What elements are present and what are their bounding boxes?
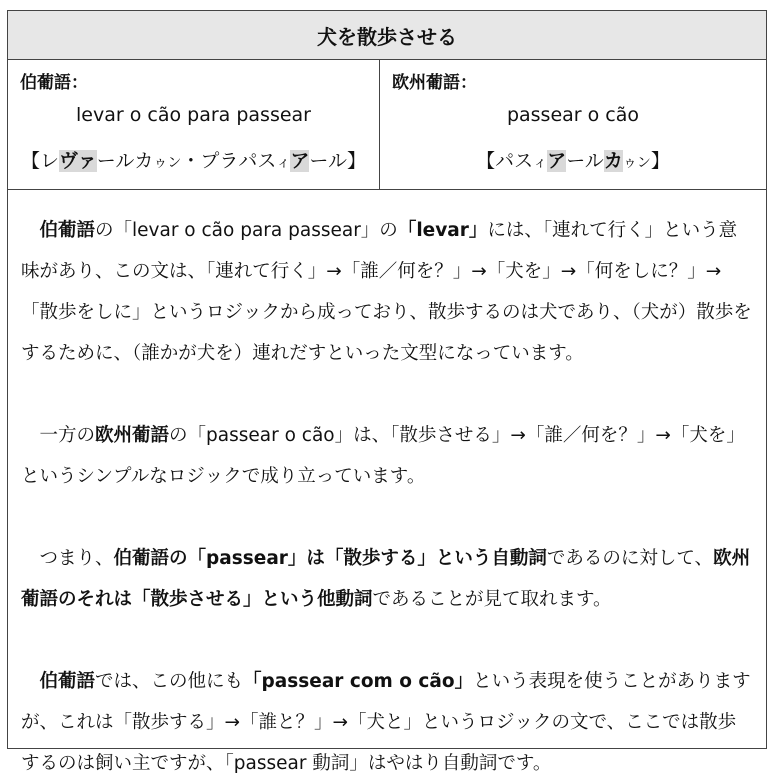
paragraph <box>21 210 752 374</box>
kana-text: 【レ <box>20 150 59 172</box>
european-phrase: passear o cão <box>506 104 640 126</box>
text: であることが見て取れます。 <box>372 589 612 610</box>
european-label: 欧州葡語： <box>392 73 477 93</box>
small-kana: ゥン <box>153 155 182 171</box>
text: の「passear o cão」は、「散歩させる」→「誰／何を？」→「犬を」というシンプルなロジックで成り立っています。 <box>21 425 745 487</box>
kana-text: ール】 <box>309 150 367 172</box>
bold-text: 欧州葡語 <box>95 425 170 446</box>
bold-text: 「levar」 <box>397 220 488 241</box>
brazilian-phrase: levar o cão para passear <box>76 104 311 126</box>
bold-text: 伯葡語 <box>39 671 96 692</box>
european-pronunciation <box>380 146 766 173</box>
kana-text: 】 <box>650 150 670 172</box>
brazilian-pronunciation <box>8 146 379 173</box>
text: 一方の <box>39 425 96 446</box>
stressed-syllable: カ <box>603 150 623 172</box>
table-title: 犬を散歩させる <box>8 11 766 60</box>
kana-text: ールカ <box>96 150 154 172</box>
kana-text: ール <box>566 150 604 172</box>
small-kana: ィ <box>276 155 291 171</box>
text: には、「連れて行く」という意味があり、この文は、「連れて行く」→「誰／何を？」→「犬を」→「何をしに？」→「散歩をしに」というロジックから成っており、散歩するのは犬であり、（犬が）散歩をするために、（誰かが犬を）連れだすといった文型になっています。 <box>21 220 752 364</box>
stressed-syllable: ヴァ <box>58 150 97 172</box>
stressed-syllable: ア <box>290 150 310 172</box>
brazilian-cell <box>8 60 380 189</box>
text: の「levar o cão para passear」の <box>95 220 398 241</box>
text: では、この他にも <box>95 671 244 692</box>
bold-text: 伯葡語 <box>39 220 96 241</box>
bold-text: 伯葡語の「passear」は「散歩する」という自動詞 <box>113 548 547 569</box>
paragraph <box>21 415 752 497</box>
text: であるのに対して、 <box>546 548 714 569</box>
paragraph <box>21 661 752 784</box>
small-kana: ゥン <box>622 155 651 171</box>
comparison-row <box>8 60 766 190</box>
explanation-body <box>8 190 766 784</box>
bold-text: 欧州葡語のそれは「散歩させる」という他動詞 <box>21 548 751 610</box>
paragraph <box>21 538 752 620</box>
bold-text: 「passear com o cão」 <box>243 671 474 692</box>
kana-text: ・プラパス <box>181 150 277 172</box>
text: という表現を使うことがありますが、これは「散歩する」→「誰と？」→「犬と」というロジックの文で、ここでは散歩するのは飼い主ですが、「passear 動詞」はやはり自動詞です。 <box>21 671 751 774</box>
brazilian-label: 伯葡語： <box>20 73 88 93</box>
stressed-syllable: ア <box>547 150 567 172</box>
comparison-table <box>7 10 767 774</box>
european-cell <box>380 60 766 189</box>
small-kana: ィ <box>533 155 548 171</box>
kana-text: 【パス <box>476 150 534 172</box>
text: つまり、 <box>39 548 114 569</box>
